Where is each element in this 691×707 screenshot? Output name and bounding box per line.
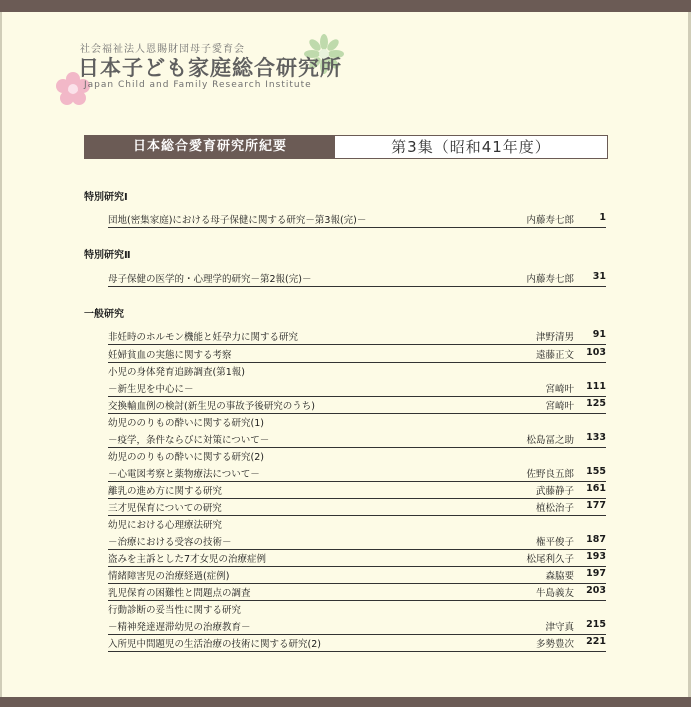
entry-page: 31 xyxy=(592,271,606,282)
entry-page: 125 xyxy=(586,398,606,409)
section-heading-special-2: 特別研究Ⅱ xyxy=(84,250,131,261)
entry-page: 193 xyxy=(586,551,606,562)
entry-page: 91 xyxy=(592,329,606,340)
entry-title: 入所児中問題児の生活治療の技術に関する研究(2) xyxy=(108,639,321,650)
entry-title: －新生児を中心に－ xyxy=(108,384,194,395)
logo-name: 日本子ども家庭総合研究所 xyxy=(78,56,342,80)
entry-title: 幼児ののりもの酔いに関する研究(1) xyxy=(108,418,264,429)
toc-entry-heading[interactable] xyxy=(108,412,606,430)
entry-page: 187 xyxy=(586,534,606,545)
entry-author: 松島冨之助 xyxy=(526,435,574,446)
entry-author: 牛島義友 xyxy=(535,588,574,599)
entry-page: 133 xyxy=(586,432,606,443)
entry-title: 盗みを主訴とした7才女児の治療症例 xyxy=(108,554,267,565)
entry-page: 161 xyxy=(586,483,606,494)
entry-title: 三才児保育についての研究 xyxy=(108,503,222,514)
entry-page: 177 xyxy=(586,500,606,511)
toc-entry[interactable] xyxy=(108,209,606,228)
entry-title: －疫学，条件ならびに対策について－ xyxy=(108,435,270,446)
entry-title: －精神発達遅滞幼児の治療教育－ xyxy=(108,622,251,633)
entry-author: 多勢豊次 xyxy=(535,639,574,650)
entry-title: 行動診断の妥当性に関する研究 xyxy=(108,605,242,616)
entry-title: 小児の身体発育追跡調査(第1報) xyxy=(108,367,245,378)
entry-author: 佐野良五郎 xyxy=(526,469,574,480)
toc-entry[interactable] xyxy=(108,268,606,287)
entry-title: 団地(密集家庭)における母子保健に関する研究－第3報(完)－ xyxy=(108,215,367,226)
entry-author: 津野清男 xyxy=(535,332,574,343)
toc-entry[interactable] xyxy=(108,633,606,652)
bottom-bar xyxy=(0,697,691,707)
volume-label: 第3集（昭和41年度） xyxy=(391,138,551,156)
entry-author: 権平俊子 xyxy=(535,537,574,548)
bulletin-title-box xyxy=(84,135,608,159)
bulletin-name: 日本総合愛育研究所紀要 xyxy=(85,136,335,158)
entry-author: 遠藤正文 xyxy=(535,350,574,361)
entry-title: 離乳の進め方に関する研究 xyxy=(108,486,223,497)
entry-title: 母子保健の医学的・心理学的研究－第2報(完)－ xyxy=(108,274,312,285)
entry-title: 幼児における心理療法研究 xyxy=(108,520,223,531)
entry-title: 乳児保育の困難性と問題点の調査 xyxy=(108,588,251,599)
entry-page: 197 xyxy=(586,568,606,579)
logo-english-name: Japan Child and Family Research Institute xyxy=(84,80,312,90)
top-bar xyxy=(0,0,691,12)
institute-logo[interactable] xyxy=(56,34,356,104)
entry-page: 203 xyxy=(586,585,606,596)
toc-entry-heading[interactable] xyxy=(108,514,606,532)
entry-title: 妊婦貧血の実態に関する考察 xyxy=(108,350,232,361)
toc-entry[interactable] xyxy=(108,326,606,345)
entry-title: 交換輸血例の検討(新生児の事故予後研究のうち) xyxy=(108,401,315,412)
section-heading-general: 一般研究 xyxy=(84,309,124,320)
entry-author: 松尾利久子 xyxy=(526,554,574,565)
entry-page: 111 xyxy=(586,381,606,392)
entry-author: 植松治子 xyxy=(535,503,574,514)
entry-author: 津守真 xyxy=(545,622,574,633)
logo-subtitle: 社会福祉法人恩賜財団母子愛育会 xyxy=(80,44,245,55)
entry-page: 1 xyxy=(599,212,606,223)
entry-author: 宮崎叶 xyxy=(545,401,574,412)
entry-author: 内藤寿七郎 xyxy=(526,274,574,285)
entry-page: 221 xyxy=(586,636,606,647)
entry-page: 103 xyxy=(586,347,606,358)
entry-title: －心電図考察と薬物療法について－ xyxy=(108,469,260,480)
entry-title: 非妊時のホルモン機能と妊孕力に関する研究 xyxy=(108,332,299,343)
entry-author: 宮崎叶 xyxy=(545,384,574,395)
entry-title: 情緒障害児の治療経過(症例) xyxy=(108,571,230,582)
entry-title: －治療における受容の技術－ xyxy=(108,537,232,548)
entry-author: 武藤静子 xyxy=(535,486,574,497)
entry-page: 155 xyxy=(586,466,606,477)
toc-entry-heading[interactable] xyxy=(108,361,606,379)
entry-author: 森脇要 xyxy=(545,571,574,582)
toc-entry-heading[interactable] xyxy=(108,446,606,464)
entry-author: 内藤寿七郎 xyxy=(526,215,574,226)
toc-entry-heading[interactable] xyxy=(108,599,606,617)
entry-title: 幼児ののりもの酔いに関する研究(2) xyxy=(108,452,264,463)
left-frame xyxy=(0,12,2,697)
section-heading-special-1: 特別研究Ⅰ xyxy=(84,192,128,203)
entry-page: 215 xyxy=(586,619,606,630)
